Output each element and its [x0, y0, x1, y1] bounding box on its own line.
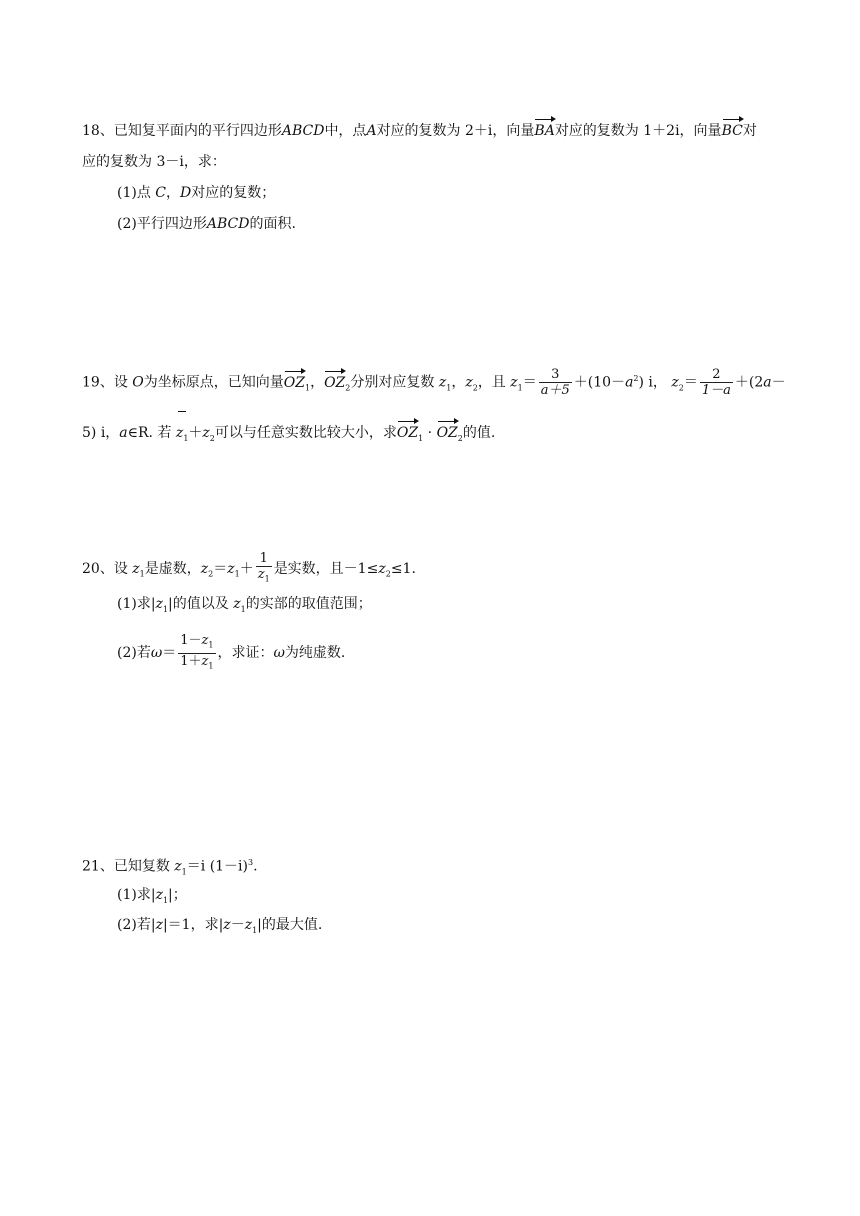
vector-oz2: OZ [324, 374, 346, 391]
text-fragment: 1 [418, 433, 424, 443]
text-fragment: ，求证： [217, 645, 274, 662]
text-fragment: z [201, 653, 209, 669]
text-fragment: 1 [183, 433, 189, 443]
text-fragment: 分别对应复数 [350, 374, 435, 391]
text-fragment: 为纯虚数. [284, 645, 346, 662]
text-fragment: 的实部的取值范围； [245, 596, 372, 612]
text-fragment: 1 [304, 383, 311, 393]
text-fragment: 2 [457, 433, 463, 443]
text-fragment: ＋ [188, 425, 203, 441]
text-fragment: ≤1. [390, 560, 416, 577]
text-fragment: z [202, 425, 210, 441]
text-fragment: a [763, 374, 772, 391]
text-fragment: z [155, 917, 163, 933]
text-fragment: 1 [181, 867, 187, 877]
q21-part1 [117, 885, 187, 911]
fraction-2-over-1-minus-a [700, 367, 733, 398]
text-fragment: |的值以及 [168, 596, 229, 612]
text-fragment: 2 [472, 383, 478, 393]
q18-line1 [82, 121, 757, 141]
text-fragment: a [119, 425, 128, 441]
q20-line1 [82, 551, 416, 587]
text-fragment: ＝ [213, 560, 228, 577]
text-fragment: ＝i (1－i) [186, 858, 249, 875]
text-fragment: 1－ [180, 633, 202, 648]
text-fragment: 19、设 [82, 374, 128, 391]
text-fragment: ＋(2 [734, 374, 764, 391]
text-fragment: 2 [209, 433, 215, 443]
text-fragment: 是实数，且－1≤ [273, 560, 379, 577]
text-fragment: z [155, 596, 163, 612]
q18-part1 [117, 183, 275, 203]
text-fragment: 2 [385, 569, 391, 579]
text-fragment: z [438, 374, 447, 391]
text-fragment: ， [451, 374, 466, 391]
text-fragment: |＝1，求| [162, 917, 224, 933]
text-fragment: 为坐标原点，已知向量 [143, 374, 284, 391]
text-fragment: ) i， [638, 374, 667, 391]
text-fragment: － [230, 917, 245, 933]
text-fragment: 1 [240, 604, 246, 614]
text-fragment: · [423, 425, 437, 441]
text-fragment: (1)求| [117, 596, 156, 612]
text-fragment: 1－a [701, 383, 731, 398]
text-fragment: a＋5 [540, 383, 570, 398]
vector-oz1: OZ [283, 374, 305, 391]
text-fragment: ABCD [206, 216, 250, 232]
text-fragment: 对应的复数为 2＋i，向量 [376, 123, 535, 139]
text-fragment: 对应的复数为 1＋2i，向量 [554, 123, 722, 139]
text-fragment: 中，点 [324, 123, 367, 139]
text-fragment: z [201, 633, 209, 648]
text-fragment: 1 [139, 569, 145, 579]
text-fragment [256, 567, 272, 587]
text-fragment: (2)若 [117, 645, 151, 662]
text-fragment: z [155, 887, 163, 903]
text-fragment: 1 [162, 604, 169, 614]
text-fragment: 1 [256, 551, 272, 567]
text-fragment: z [465, 374, 473, 391]
text-fragment: 20、设 [82, 560, 128, 577]
text-fragment: (2)若| [117, 917, 156, 933]
text-fragment: ＝ [162, 645, 177, 662]
text-fragment: ω [150, 645, 163, 662]
text-fragment: ABCD [281, 123, 325, 139]
text-fragment: ＝ [522, 374, 537, 391]
text-fragment: z [671, 374, 679, 391]
text-fragment: 1 [446, 383, 452, 393]
q19-line2 [82, 423, 495, 449]
text-fragment: 18、已知复平面内的平行四边形 [82, 123, 282, 139]
z1-conjugate: z [175, 425, 184, 441]
text-fragment: |； [168, 887, 187, 903]
text-fragment: (1)点 [117, 185, 151, 201]
text-fragment: ＋ [239, 560, 254, 577]
text-fragment: ＋(10－ [573, 374, 626, 391]
text-fragment: (2)平行四边形 [117, 216, 207, 232]
text-fragment: O [132, 374, 144, 391]
text-fragment: z [244, 917, 253, 933]
text-fragment: 1 [264, 574, 270, 584]
text-fragment: z [174, 858, 182, 875]
text-fragment: |的最大值. [257, 917, 323, 933]
vector-ba: BA [534, 123, 555, 139]
text-fragment [178, 654, 215, 674]
text-fragment: 21、已知复数 [82, 858, 170, 875]
text-fragment: 1 [208, 661, 214, 671]
text-fragment: z [227, 560, 235, 577]
q18-part2 [117, 214, 296, 234]
text-fragment: 5) i， [82, 425, 120, 441]
text-fragment: ，且 [477, 374, 506, 391]
fraction-3-over-a-plus-5 [539, 367, 572, 398]
vector-oz2: OZ [436, 425, 458, 441]
text-fragment: 1 [252, 925, 258, 935]
text-fragment: 3 [539, 367, 572, 383]
text-fragment: a [625, 374, 634, 391]
text-fragment: . [253, 858, 258, 875]
text-fragment: C [155, 185, 167, 201]
text-fragment: 1＋ [180, 653, 202, 669]
q21-part2 [117, 915, 322, 941]
text-fragment: 3 [248, 858, 254, 867]
text-fragment: 2 [678, 383, 684, 393]
text-fragment: ∈R. 若 [127, 425, 172, 441]
text-fragment: 2 [633, 373, 639, 383]
text-fragment: z [233, 596, 241, 612]
text-fragment: z [378, 560, 386, 577]
q19-line1 [82, 367, 786, 398]
text-fragment: D [180, 185, 192, 201]
q20-part1 [117, 594, 372, 620]
text-fragment: 1 [517, 383, 523, 393]
q20-part2 [117, 633, 345, 673]
text-fragment: 1 [162, 895, 169, 905]
q18-line2: 应的复数为 3－i，求： [82, 154, 226, 170]
text-fragment: 对 [742, 123, 757, 139]
text-fragment: 是虚数， [144, 560, 201, 577]
text-fragment: 2 [345, 383, 351, 393]
text-fragment: ， [166, 185, 181, 201]
text-fragment: ＝ [683, 374, 698, 391]
text-fragment: 2 [208, 569, 214, 579]
text-fragment: 的值. [462, 425, 496, 441]
vector-oz1: OZ [396, 425, 419, 441]
text-fragment: 的面积. [249, 216, 296, 232]
text-fragment: 1 [234, 569, 240, 579]
text-fragment: 对应的复数； [191, 185, 276, 201]
text-fragment: z [200, 560, 209, 577]
fraction-1-over-z1 [256, 551, 272, 587]
text-fragment: z [257, 567, 265, 582]
text-fragment: ， [310, 374, 325, 391]
fraction-omega [178, 633, 215, 673]
text-fragment: 2 [700, 367, 733, 383]
vector-bc: BC [721, 123, 743, 139]
text-fragment: ω [273, 645, 285, 662]
text-fragment [178, 633, 215, 654]
text-fragment: 1 [208, 640, 214, 650]
text-fragment: A [366, 123, 377, 139]
text-fragment: (1)求| [117, 887, 156, 903]
text-fragment: － [771, 374, 786, 391]
text-fragment: z [132, 560, 140, 577]
q21-line1 [82, 853, 258, 882]
text-fragment: 可以与任意实数比较大小，求 [214, 425, 397, 441]
text-fragment: z [510, 374, 518, 391]
text-fragment: z [223, 917, 231, 933]
